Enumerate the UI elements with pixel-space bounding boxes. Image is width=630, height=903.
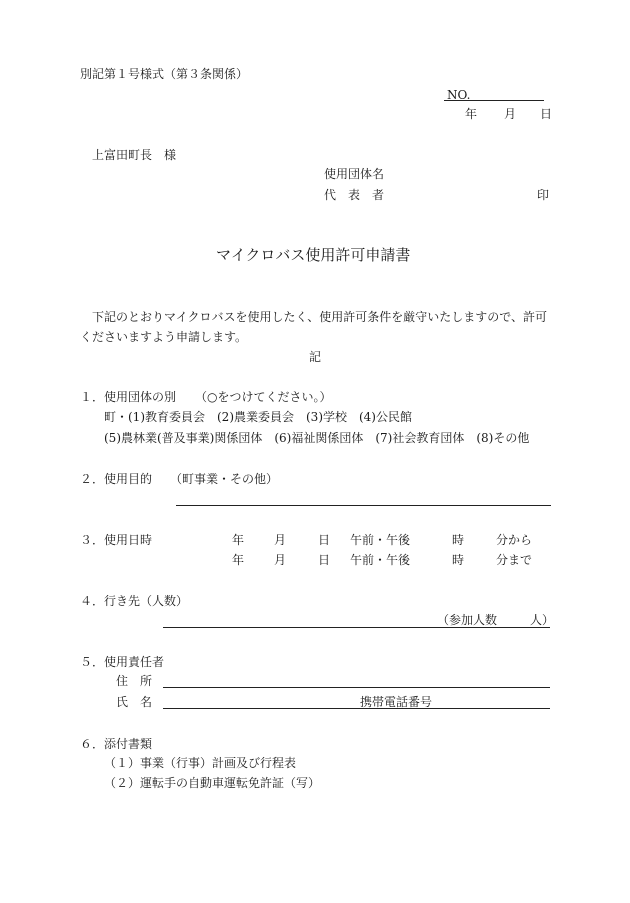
date-year: 年 [465, 107, 478, 121]
form-label: 別記第１号様式（第３条関係） [80, 67, 249, 81]
representative-label: 代 表 者 [324, 188, 385, 202]
org-label: 使用団体名 [324, 167, 385, 181]
start-day: 日 [318, 533, 331, 547]
end-ampm: 午前・午後 [350, 553, 411, 567]
end-year: 年 [232, 553, 245, 567]
attachment-1: （１）事業（行事）計画及び行程表 [104, 756, 297, 770]
section1-heading: １．使用団体の別 [80, 390, 177, 404]
section5-heading: ５．使用責任者 [80, 655, 165, 669]
address-label: 住 所 [116, 674, 153, 688]
participants-close: 人） [530, 613, 555, 627]
start-year: 年 [232, 533, 245, 547]
ki-marker: 記 [309, 350, 322, 364]
section3-heading: ３．使用日時 [80, 533, 153, 547]
org-type-row-2: (5)農林業(普及事業)関係団体 (6)福祉関係団体 (7)社会教育団体 (8)その他 [104, 431, 530, 445]
start-minute: 分から [496, 533, 533, 547]
date-month: 月 [504, 107, 517, 121]
start-month: 月 [274, 533, 287, 547]
document-title: マイクロバス使用許可申請書 [216, 246, 411, 264]
participants-open: （参加人数 [437, 613, 498, 627]
end-minute: 分まで [496, 553, 533, 567]
name-line [163, 708, 550, 709]
org-type-row-1: 町・(1)教育委員会 (2)農業委員会 (3)学校 (4)公民館 [104, 410, 412, 424]
phone-label: 携帯電話番号 [360, 695, 433, 709]
section2-note: （町事業・その他） [170, 472, 279, 486]
intro-line-2: くださいますよう申請します。 [80, 330, 248, 344]
section4-heading: ４．行き先（人数） [80, 594, 189, 608]
section1-note: （○をつけてください。） [195, 390, 332, 404]
end-hour: 時 [452, 553, 465, 567]
section6-heading: ６．添付書類 [80, 737, 153, 751]
name-label: 氏 名 [116, 695, 153, 709]
section2-heading: ２．使用目的 [80, 472, 153, 486]
seal-mark: 印 [537, 188, 550, 202]
number-label: NO. [447, 88, 471, 102]
address-line [163, 687, 550, 688]
intro-line-1: 下記のとおりマイクロバスを使用したく、使用許可条件を厳守いたしますので、許可 [92, 310, 548, 324]
number-line [444, 100, 544, 101]
start-ampm: 午前・午後 [350, 533, 411, 547]
end-day: 日 [318, 553, 331, 567]
date-day: 日 [540, 107, 553, 121]
start-hour: 時 [452, 533, 465, 547]
addressee: 上富田町長 様 [92, 148, 177, 162]
purpose-line [176, 505, 551, 506]
end-month: 月 [274, 553, 287, 567]
attachment-2: （２）運転手の自動車運転免許証（写） [104, 776, 321, 790]
destination-line [163, 627, 550, 628]
